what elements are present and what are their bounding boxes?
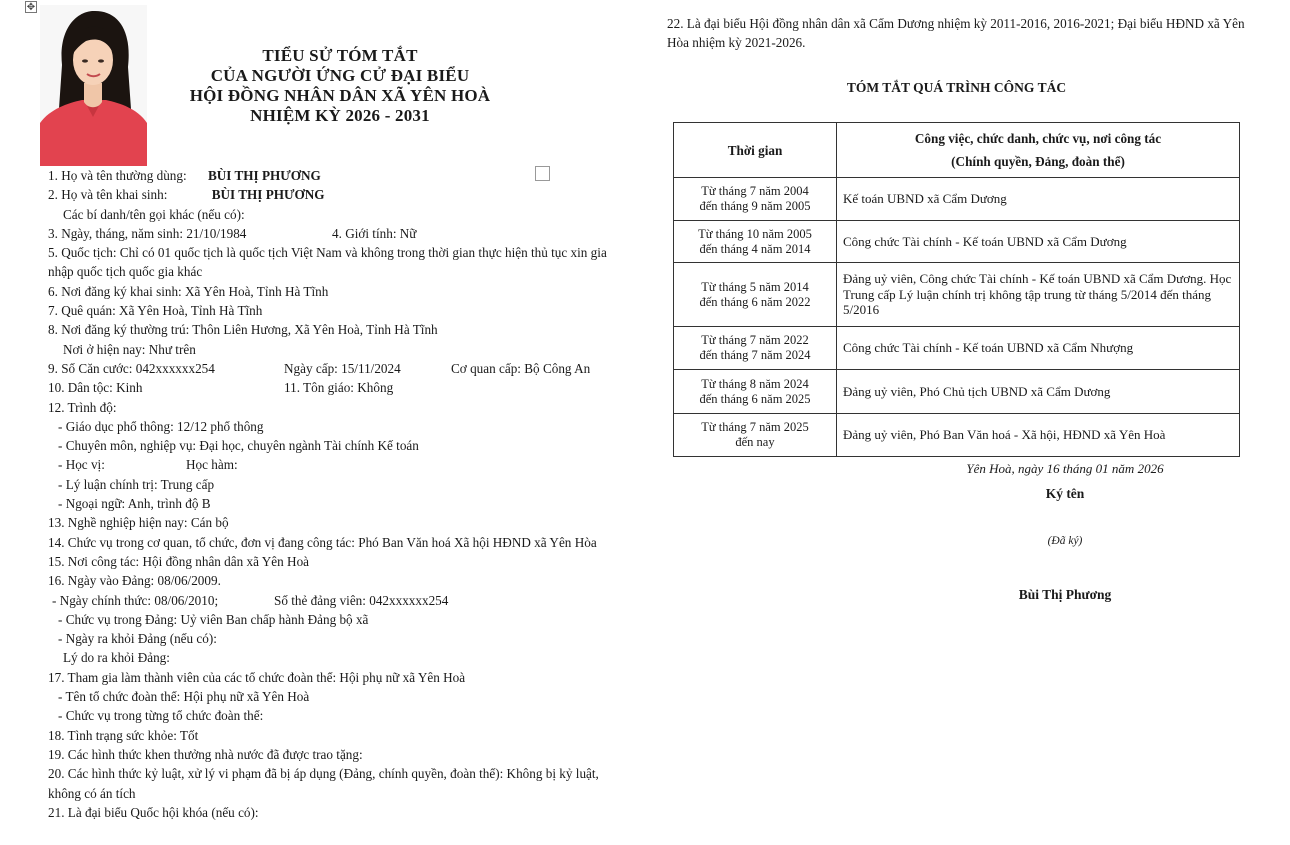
- item-permanent-residence: 8. Nơi đăng ký thường trú: Thôn Liên Hương, Xã Yên Hoà, Tỉnh Hà Tĩnh: [48, 322, 438, 338]
- row-time-end: đến nay: [735, 435, 775, 449]
- common-name-value: BÙI THỊ PHƯƠNG: [207, 168, 321, 183]
- table-row: [674, 263, 1240, 327]
- item-organization-name: - Tên tổ chức đoàn thể: Hội phụ nữ xã Yên Hoà: [58, 689, 310, 705]
- row-time-end: đến tháng 7 năm 2024: [699, 348, 811, 362]
- item-common-name: [48, 166, 628, 185]
- degree-label: - Học vị:: [58, 457, 105, 473]
- item-health: 18. Tình trạng sức khỏe: Tốt: [48, 727, 199, 743]
- row-time-start: Từ tháng 5 năm 2014: [701, 279, 809, 294]
- common-name-label: 1. Họ và tên thường dùng:: [48, 168, 187, 183]
- header-job-line-2: (Chính quyền, Đảng, đoàn thể): [951, 154, 1125, 169]
- item-party-leave-reason: Lý do ra khỏi Đảng:: [63, 650, 170, 666]
- item-hometown: 7. Quê quán: Xã Yên Hoà, Tỉnh Hà Tĩnh: [48, 303, 263, 319]
- item-education: 12. Trình độ:: [48, 399, 117, 415]
- birth-name-label: 2. Họ và tên khai sinh:: [48, 187, 168, 203]
- table-header-row: [674, 123, 1240, 178]
- item-organizations: 17. Tham gia làm thành viên của các tổ chức đoàn thể: Hội phụ nữ xã Yên Hoà: [48, 669, 466, 685]
- signature-label: Ký tên: [1045, 486, 1085, 501]
- item-birth-registration: 6. Nơi đăng ký khai sinh: Xã Yên Hoà, Tỉnh Hà Tĩnh: [48, 283, 329, 299]
- row-time-end: đến tháng 6 năm 2022: [699, 294, 811, 309]
- birthdate: 3. Ngày, tháng, năm sinh: 21/10/1984: [48, 225, 247, 241]
- row-time-end: đến tháng 4 năm 2014: [699, 241, 811, 256]
- item-position: 14. Chức vụ trong cơ quan, tổ chức, đơn vị đang công tác: Phó Ban Văn hoá Xã hội HĐND xã Yên Hòa: [48, 534, 597, 550]
- row-time: [674, 414, 837, 457]
- place-and-date: Yên Hoà, ngày 16 tháng 01 năm 2026: [966, 461, 1164, 476]
- item-organization-roles: - Chức vụ trong từng tổ chức đoàn thể:: [58, 708, 264, 724]
- row-time: [674, 370, 837, 414]
- item-foreign-language: - Ngoại ngữ: Anh, trình độ B: [58, 496, 211, 512]
- row-time-end: đến tháng 9 năm 2005: [699, 199, 811, 213]
- table-move-handle-icon[interactable]: ✥: [26, 2, 36, 13]
- row-time: [674, 327, 837, 370]
- work-history-table: [673, 122, 1240, 457]
- row-time-start: Từ tháng 7 năm 2004: [701, 184, 809, 198]
- row-time: [674, 178, 837, 221]
- gender: 4. Giới tính: Nữ: [332, 225, 417, 241]
- table-row: [674, 327, 1240, 370]
- bio-section: [48, 166, 628, 822]
- birth-name-value: BÙI THỊ PHƯƠNG: [211, 187, 325, 203]
- party-card-number: Số thẻ đảng viên: 042xxxxxx254: [274, 592, 449, 608]
- item-current-residence: Nơi ở hiện nay: Như trên: [63, 341, 196, 357]
- portrait-illustration: [40, 5, 147, 166]
- id-number: 9. Số Căn cước: 042xxxxxx254: [48, 360, 215, 376]
- item-workplace: 15. Nơi công tác: Hội đồng nhân dân xã Yên Hoà: [48, 553, 310, 569]
- title-line-2: CỦA NGƯỜI ỨNG CỬ ĐẠI BIỂU: [210, 66, 470, 85]
- table-row: [674, 221, 1240, 263]
- header-time: Thời gian: [674, 123, 837, 178]
- row-job: Kế toán UBND xã Cẩm Dương: [837, 178, 1240, 221]
- row-time: [674, 263, 837, 327]
- header-job-line-1: Công việc, chức danh, chức vụ, nơi công tác: [914, 131, 1162, 146]
- id-issuer: Cơ quan cấp: Bộ Công An: [451, 360, 591, 376]
- table-row: [674, 370, 1240, 414]
- candidate-portrait-photo: [40, 5, 147, 166]
- item-birth-name: [48, 185, 628, 204]
- item-degree: [48, 455, 628, 474]
- item-occupation: 13. Nghề nghiệp hiện nay: Cán bộ: [48, 515, 229, 531]
- item-party-join-date: 16. Ngày vào Đảng: 08/06/2009.: [48, 573, 221, 589]
- document-title: [150, 46, 530, 126]
- row-time-start: Từ tháng 7 năm 2025: [701, 420, 809, 434]
- ethnicity: 10. Dân tộc: Kinh: [48, 380, 143, 396]
- title-line-1: TIỂU SỬ TÓM TẮT: [262, 46, 418, 65]
- row-time-start: Từ tháng 8 năm 2024: [701, 376, 809, 391]
- item-party-official: [48, 591, 628, 610]
- item-ethnicity-religion: [48, 378, 628, 397]
- item-birthdate-gender: [48, 224, 628, 243]
- item-general-education: - Giáo dục phổ thông: 12/12 phổ thông: [58, 418, 264, 434]
- row-job: Đảng uỷ viên, Phó Ban Văn hoá - Xã hội, HĐND xã Yên Hoà: [837, 414, 1240, 457]
- row-job: Đảng uỷ viên, Phó Chủ tịch UBND xã Cẩm Dương: [837, 370, 1240, 414]
- table-row: [674, 178, 1240, 221]
- row-time-start: Từ tháng 10 năm 2005: [698, 226, 812, 241]
- table-row: [674, 414, 1240, 457]
- item-political-theory: - Lý luận chính trị: Trung cấp: [58, 476, 215, 492]
- signed-note: (Đã ký): [1047, 535, 1083, 547]
- row-time: [674, 221, 837, 263]
- title-line-3: HỘI ĐỒNG NHÂN DÂN XÃ YÊN HOÀ: [189, 86, 491, 105]
- row-job: Công chức Tài chính - Kế toán UBND xã Cẩm Dương: [837, 221, 1240, 263]
- item-council-delegate: [667, 14, 1257, 53]
- row-time-start: Từ tháng 7 năm 2022: [701, 333, 809, 347]
- item-specialization: - Chuyên môn, nghiệp vụ: Đại học, chuyên ngành Tài chính Kế toán: [58, 438, 419, 454]
- row-job: Công chức Tài chính - Kế toán UBND xã Cẩm Nhượng: [837, 327, 1240, 370]
- item-id-card: [48, 359, 628, 378]
- item-discipline: 20. Các hình thức kỷ luật, xử lý vi phạm đã bị áp dụng (Đảng, chính quyền, đoàn thể): Không bị kỷ luật, không có án tích: [48, 766, 599, 801]
- row-job: Đảng uỷ viên, Công chức Tài chính - Kế toán UBND xã Cẩm Dương. Học Trung cấp Lý luận chính trị không tập trung từ tháng 5/2014 đến tháng 5/2016: [837, 263, 1240, 327]
- party-official-date: - Ngày chính thức: 08/06/2010;: [52, 592, 219, 608]
- religion: 11. Tôn giáo: Không: [284, 380, 394, 396]
- work-history-title: TÓM TẮT QUÁ TRÌNH CÔNG TÁC: [846, 80, 1067, 95]
- item-nationality: 5. Quốc tịch: Chỉ có 01 quốc tịch là quốc tịch Việt Nam và không trong thời gian thực hiện thủ tục xin gia nhập quốc tịch quốc gia khác: [48, 245, 607, 280]
- item-awards: 19. Các hình thức khen thưởng nhà nước đã được trao tặng:: [48, 746, 363, 762]
- signer-name: Bùi Thị Phương: [1018, 587, 1112, 602]
- item-aliases: Các bí danh/tên gọi khác (nếu có):: [63, 206, 245, 222]
- item-party-leave-date: - Ngày ra khỏi Đảng (nếu có):: [58, 631, 217, 647]
- row-time-end: đến tháng 6 năm 2025: [699, 391, 811, 406]
- header-job: [837, 123, 1240, 178]
- title-line-4: NHIỆM KỲ 2026 - 2031: [250, 106, 430, 125]
- academic-title-label: Học hàm:: [186, 457, 238, 473]
- item-party-position: - Chức vụ trong Đảng: Uỷ viên Ban chấp hành Đảng bộ xã: [58, 611, 369, 627]
- id-issue-date: Ngày cấp: 15/11/2024: [284, 360, 401, 376]
- item-national-assembly: 21. Là đại biểu Quốc hội khóa (nếu có):: [48, 804, 259, 820]
- council-delegate-text: 22. Là đại biểu Hội đồng nhân dân xã Cẩm Dương nhiệm kỳ 2011-2016, 2016-2021; Đại biểu HĐND xã Yên Hòa nhiệm kỳ 2021-2026.: [667, 16, 1245, 51]
